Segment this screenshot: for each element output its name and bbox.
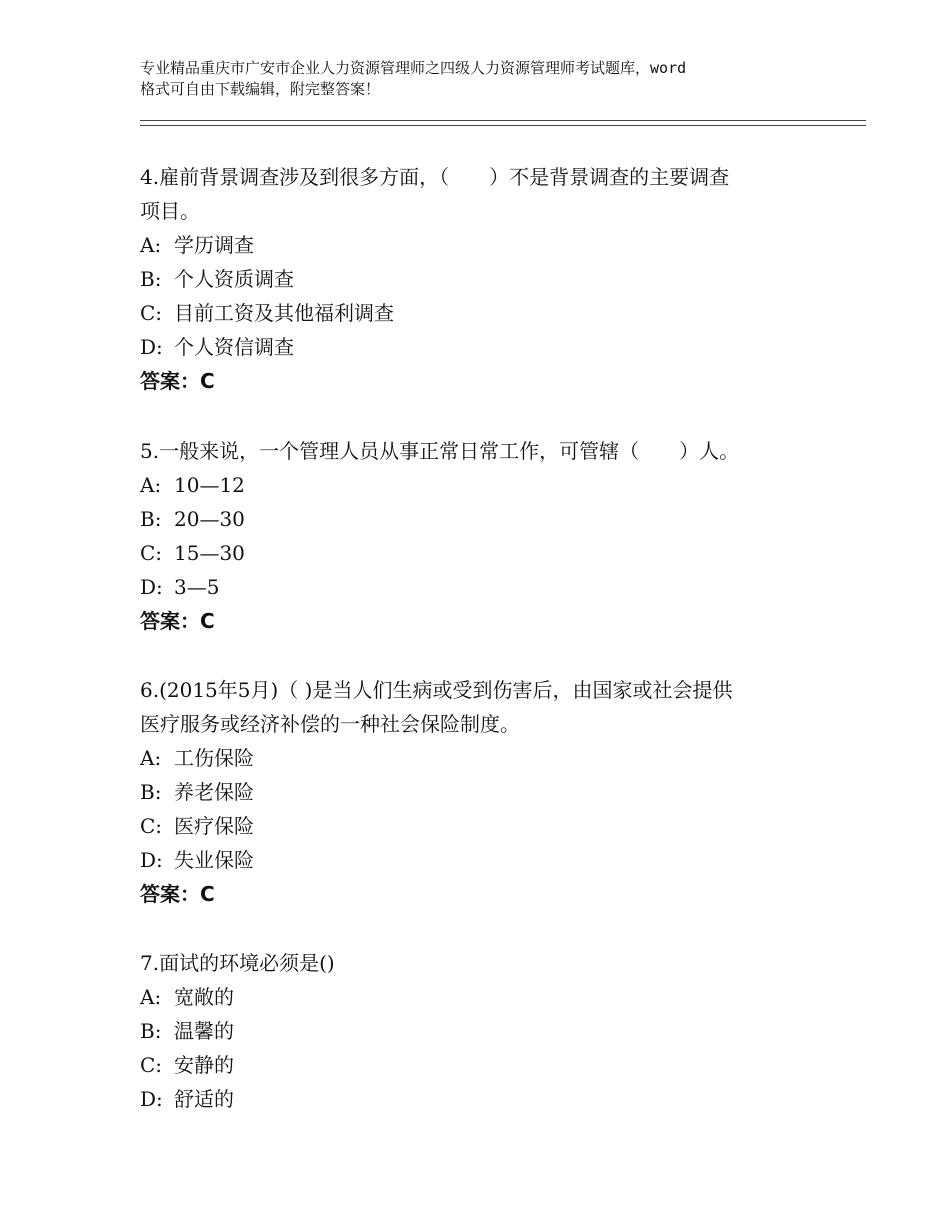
option-letter: C: — [140, 1053, 163, 1077]
option-text: 20—30 — [174, 507, 245, 531]
option-d — [140, 843, 820, 877]
question-stem: 7.面试的环境必须是() — [140, 951, 335, 975]
header-line-1: 专业精品重庆市广安市企业人力资源管理师之四级人力资源管理师考试题库，word — [140, 59, 687, 77]
option-text: 目前工资及其他福利调查 — [174, 301, 394, 325]
question-5 — [140, 434, 820, 638]
header-line-2: 格式可自由下载编辑，附完整答案！ — [140, 80, 381, 98]
question-stem: 6.(2015年5月)（ )是当人们生病或受到伤害后，由国家或社会提供 — [140, 678, 733, 702]
answer-label: 答案：C — [140, 369, 215, 393]
option-text: 3—5 — [174, 575, 220, 599]
option-text: 工伤保险 — [174, 746, 254, 770]
option-text: 舒适的 — [174, 1087, 234, 1111]
option-b — [140, 502, 820, 536]
option-c — [140, 296, 820, 330]
option-a — [140, 980, 820, 1014]
question-stem: 5.一般来说，一个管理人员从事正常日常工作，可管辖（ ）人。 — [140, 439, 740, 463]
option-letter: B: — [140, 1019, 162, 1043]
option-letter: C: — [140, 301, 163, 325]
option-text: 15—30 — [174, 541, 245, 565]
question-stem: 4.雇前背景调查涉及到很多方面，（ ）不是背景调查的主要调查 — [140, 165, 730, 189]
option-letter: A: — [140, 746, 162, 770]
option-text: 温馨的 — [174, 1019, 234, 1043]
option-text: 安静的 — [174, 1053, 234, 1077]
option-letter: A: — [140, 473, 162, 497]
option-b — [140, 775, 820, 809]
answer-label: 答案：C — [140, 882, 215, 906]
option-text: 失业保险 — [174, 848, 254, 872]
option-letter: B: — [140, 507, 162, 531]
option-b — [140, 1014, 820, 1048]
option-b — [140, 262, 820, 296]
question-stem-continued: 医疗服务或经济补偿的一种社会保险制度。 — [140, 712, 520, 736]
option-c — [140, 536, 820, 570]
option-a — [140, 741, 820, 775]
option-d — [140, 1082, 820, 1116]
option-text: 学历调查 — [174, 233, 254, 257]
option-letter: B: — [140, 267, 162, 291]
option-d — [140, 330, 820, 364]
option-letter: B: — [140, 780, 162, 804]
option-c — [140, 1048, 820, 1082]
option-c — [140, 809, 820, 843]
option-letter: D: — [140, 575, 163, 599]
option-a — [140, 468, 820, 502]
option-letter: D: — [140, 335, 163, 359]
header-divider — [140, 120, 866, 126]
document-header — [140, 58, 830, 100]
option-text: 医疗保险 — [174, 814, 254, 838]
option-letter: D: — [140, 848, 163, 872]
option-letter: C: — [140, 814, 163, 838]
option-letter: C: — [140, 541, 163, 565]
option-text: 养老保险 — [174, 780, 254, 804]
question-7 — [140, 946, 820, 1116]
option-text: 10—12 — [174, 473, 245, 497]
option-a — [140, 228, 820, 262]
option-text: 宽敞的 — [174, 985, 234, 1009]
option-letter: D: — [140, 1087, 163, 1111]
option-letter: A: — [140, 985, 162, 1009]
question-6 — [140, 673, 820, 911]
answer-label: 答案：C — [140, 609, 215, 633]
question-stem-continued: 项目。 — [140, 199, 200, 223]
option-d — [140, 570, 820, 604]
option-text: 个人资信调查 — [174, 335, 294, 359]
question-4 — [140, 160, 820, 398]
option-letter: A: — [140, 233, 162, 257]
option-text: 个人资质调查 — [174, 267, 294, 291]
